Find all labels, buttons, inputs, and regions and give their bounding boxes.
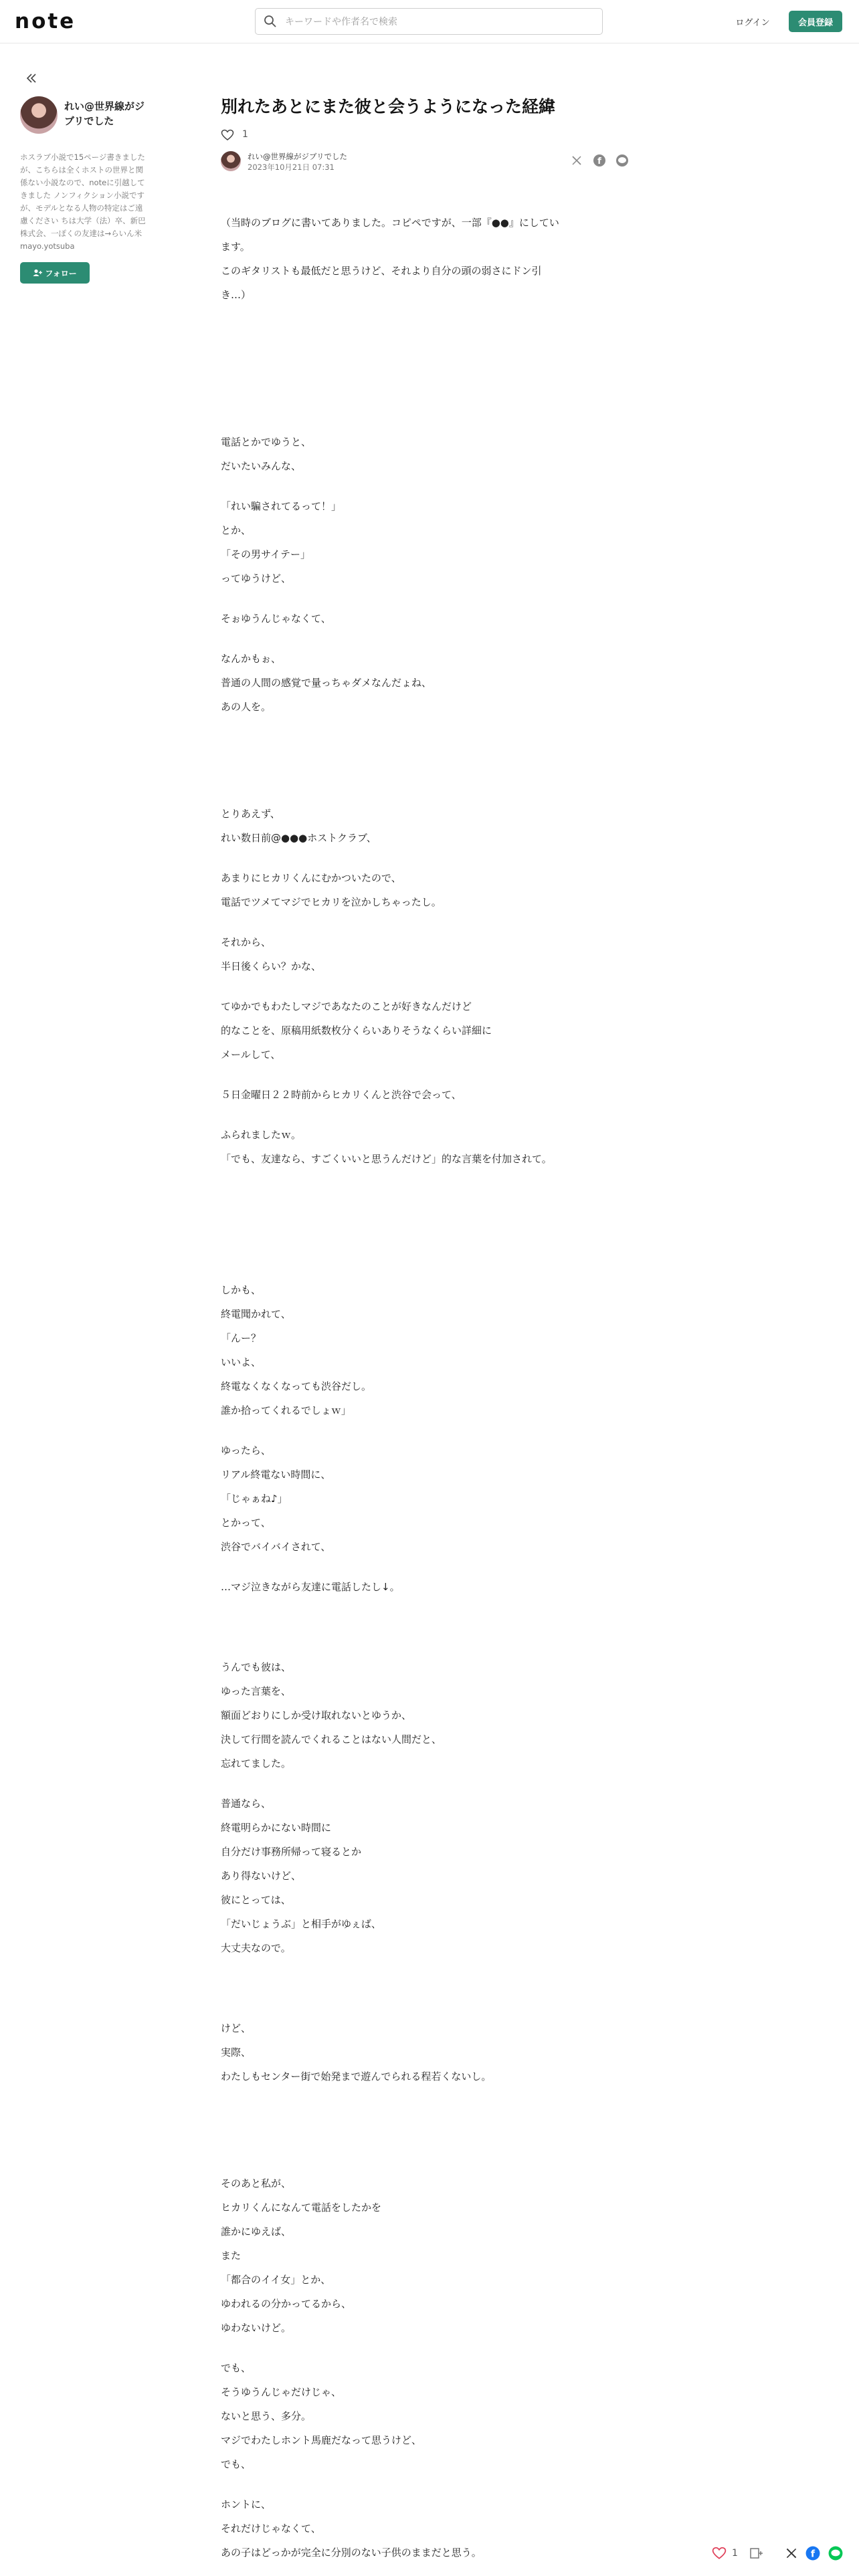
body-paragraph-line: うんでも彼は、: [221, 1661, 292, 1673]
body-paragraph-line: リアル終電ない時間に、: [221, 1469, 331, 1481]
login-button[interactable]: ログイン: [724, 11, 781, 32]
body-paragraph-line: だいたいみんな、: [221, 460, 302, 472]
body-paragraph-line: 的なことを、原稿用紙数枚分くらいありそうなくらい詳細に: [221, 1025, 492, 1037]
body-paragraph-line: それから、: [221, 936, 272, 948]
body-paragraph-line: あまりにヒカリくんにむかついたので、: [221, 872, 401, 884]
body-paragraph-line: 自分だけ事務所帰って寝るとか: [221, 1846, 362, 1858]
meta-avatar[interactable]: [221, 151, 241, 171]
body-paragraph-line: ヒカリくんになんて電話をしたかを: [221, 2202, 382, 2214]
body-paragraph-line: とりあえず、: [221, 808, 280, 820]
body-paragraph-line: いいよ、: [221, 1356, 262, 1368]
search-box[interactable]: [255, 8, 603, 35]
body-paragraph-line: 終電明らかにない時間に: [221, 1822, 332, 1834]
x-icon[interactable]: [784, 2545, 799, 2562]
bottom-like-count: 1: [732, 2548, 738, 2559]
line-icon[interactable]: [828, 2545, 843, 2562]
body-paragraph-line: ５日金曜日２２時前からヒカリくんと渋谷で会って、: [221, 1089, 462, 1101]
author-name[interactable]: れい@世界線がジブリでした: [64, 100, 145, 127]
body-paragraph-line: 「都合のイイ女」とか、: [221, 2274, 331, 2286]
body-paragraph-line: そうゆうんじゃだけじゃ、: [221, 2386, 342, 2398]
body-paragraph-line: 彼にとっては、: [221, 1894, 291, 1906]
svg-text:f: f: [597, 156, 601, 167]
body-paragraph-line: また: [221, 2250, 242, 2262]
body-paragraph-line: あの子はどっかが完全に分別のない子供のままだと思う。: [221, 2547, 482, 2559]
header: [0, 0, 859, 43]
body-paragraph-line: 終電聞かれて、: [221, 1308, 291, 1320]
body-paragraph-line: ふられましたｗ。: [221, 1129, 302, 1141]
body-paragraph-line: ゆわれるの分かってるから、: [221, 2298, 352, 2310]
body-paragraph-line: （当時のブログに書いてありました。コピペですが、一部『●●』にしてい: [221, 217, 559, 229]
body-paragraph-line: そぉゆうんじゃなくて、: [221, 613, 331, 625]
body-paragraph-line: このギタリストも最低だと思うけど、それより自分の頭の弱さにドン引: [221, 265, 542, 277]
body-paragraph-line: 「れい騙されてるって！」: [221, 500, 342, 512]
body-paragraph-line: ってゆうけど、: [221, 572, 292, 584]
body-paragraph-line: 電話とかでゆうと、: [221, 436, 312, 448]
user-plus-icon: [33, 269, 42, 277]
article-title: 別れたあとにまた彼と会うようになった経緯: [221, 97, 556, 116]
body-paragraph-line: 「んー？: [221, 1332, 262, 1344]
body-paragraph-line: 額面どおりにしか受け取れないとゆうか、: [221, 1709, 412, 1721]
body-paragraph-line: 大丈夫なので。: [221, 1942, 291, 1954]
author-avatar[interactable]: [20, 96, 58, 134]
follow-label: フォロー: [45, 268, 77, 278]
body-paragraph-line: 忘れてました。: [221, 1757, 292, 1769]
body-paragraph-line: 「じゃぁね♪」: [221, 1493, 288, 1505]
body-paragraph-line: しかも、: [221, 1284, 262, 1296]
body-paragraph-line: 「その男サイテー」: [221, 548, 310, 560]
heart-icon[interactable]: [712, 2545, 727, 2562]
svg-text:f: f: [810, 2549, 816, 2560]
heart-icon[interactable]: [221, 128, 234, 142]
follow-button[interactable]: [20, 262, 90, 284]
body-paragraph-line: なんかもぉ、: [221, 653, 282, 665]
body-paragraph-line: ゆった言葉を、: [221, 1685, 291, 1697]
body-paragraph-line: 誰か拾ってくれるでしょｗ」: [221, 1404, 351, 1416]
body-paragraph-line: 終電なくなくなっても渋谷だし。: [221, 1380, 372, 1392]
body-paragraph-line: 決して行間を読んでくれることはない人間だと、: [221, 1733, 442, 1745]
body-paragraph-line: あり得ないけど、: [221, 1870, 302, 1882]
signup-button[interactable]: 会員登録: [789, 11, 842, 32]
body-paragraph-line: 「だいじょうぶ」と相手がゆぇば、: [221, 1918, 381, 1930]
note-logo[interactable]: note: [15, 9, 76, 33]
body-paragraph-line: とかって、: [221, 1517, 271, 1529]
meta-date: 2023年10月21日 07:31: [248, 163, 335, 172]
body-paragraph-line: それだけじゃなくて、: [221, 2523, 321, 2535]
facebook-icon[interactable]: [593, 154, 606, 167]
article-meta: [221, 150, 632, 178]
x-icon[interactable]: [570, 154, 583, 167]
body-paragraph-line: ます。: [221, 241, 250, 253]
search-icon: [264, 15, 277, 28]
body-paragraph-line: き…）: [221, 289, 252, 301]
body-paragraph-line: わたしもセンター街で始発まで遊んでられる程若くないし。: [221, 2070, 492, 2082]
body-paragraph-line: てゆかでもわたしマジであなたのことが好きなんだけど: [221, 1000, 472, 1012]
body-paragraph-line: 「でも、友達なら、すごくいいと思うんだけど」的な言葉を付加されて。: [221, 1153, 552, 1165]
collapse-icon[interactable]: [24, 71, 39, 86]
body-paragraph-line: あの人を。: [221, 701, 272, 713]
author-bio: ホスラブ小説で15ページ書きましたが、こちらは全くホストの世界と関係ない小説なので、noteに引越してきました ノンフィクション小説ですが、モデルとなる人物の特定はご遠慮ください ちは大学（法）卒、新巴株式会、一ぽくの友達は→らいん米 mayo.yotsuba: [20, 152, 146, 251]
body-paragraph-line: そのあと私が、: [221, 2177, 292, 2189]
body-paragraph-line: 誰かにゆえば、: [221, 2226, 292, 2238]
line-icon[interactable]: [615, 154, 629, 167]
body-paragraph-line: 普通なら、: [221, 1798, 272, 1810]
like-count: 1: [242, 129, 248, 140]
search-input[interactable]: [284, 13, 594, 31]
body-paragraph-line: 普通の人間の感覚で量っちゃダメなんだょね、: [221, 677, 432, 689]
body-paragraph-line: 電話でツメてマジでヒカリを泣かしちゃったし。: [221, 896, 442, 908]
meta-author[interactable]: れい@世界線がジブリでした: [248, 152, 348, 161]
body-paragraph-line: ゆわないけど。: [221, 2322, 292, 2334]
body-paragraph-line: ゆったら、: [221, 1444, 271, 1457]
body-paragraph-line: 渋谷でバイバイされて、: [221, 1541, 331, 1553]
body-paragraph-line: とか、: [221, 524, 252, 536]
body-paragraph-line: れい数日前@●●●ホストクラブ、: [221, 832, 377, 844]
body-paragraph-line: でも、: [221, 2362, 252, 2374]
body-paragraph-line: …マジ泣きながら友達に電話したし↓。: [221, 1581, 400, 1593]
body-paragraph-line: 実際、: [221, 2046, 252, 2058]
facebook-icon[interactable]: [805, 2545, 820, 2562]
body-paragraph-line: でも、: [221, 2458, 252, 2470]
body-paragraph-line: けど、: [221, 2022, 252, 2034]
body-paragraph-line: 半日後くらい？かな、: [221, 960, 322, 972]
magazine-icon[interactable]: [749, 2545, 764, 2562]
body-paragraph-line: メールして、: [221, 1049, 281, 1061]
body-paragraph-line: マジでわたしホント馬鹿だなって思うけど、: [221, 2434, 422, 2446]
body-paragraph-line: ないと思う、多分。: [221, 2410, 312, 2422]
body-paragraph-line: ホントに、: [221, 2498, 272, 2510]
